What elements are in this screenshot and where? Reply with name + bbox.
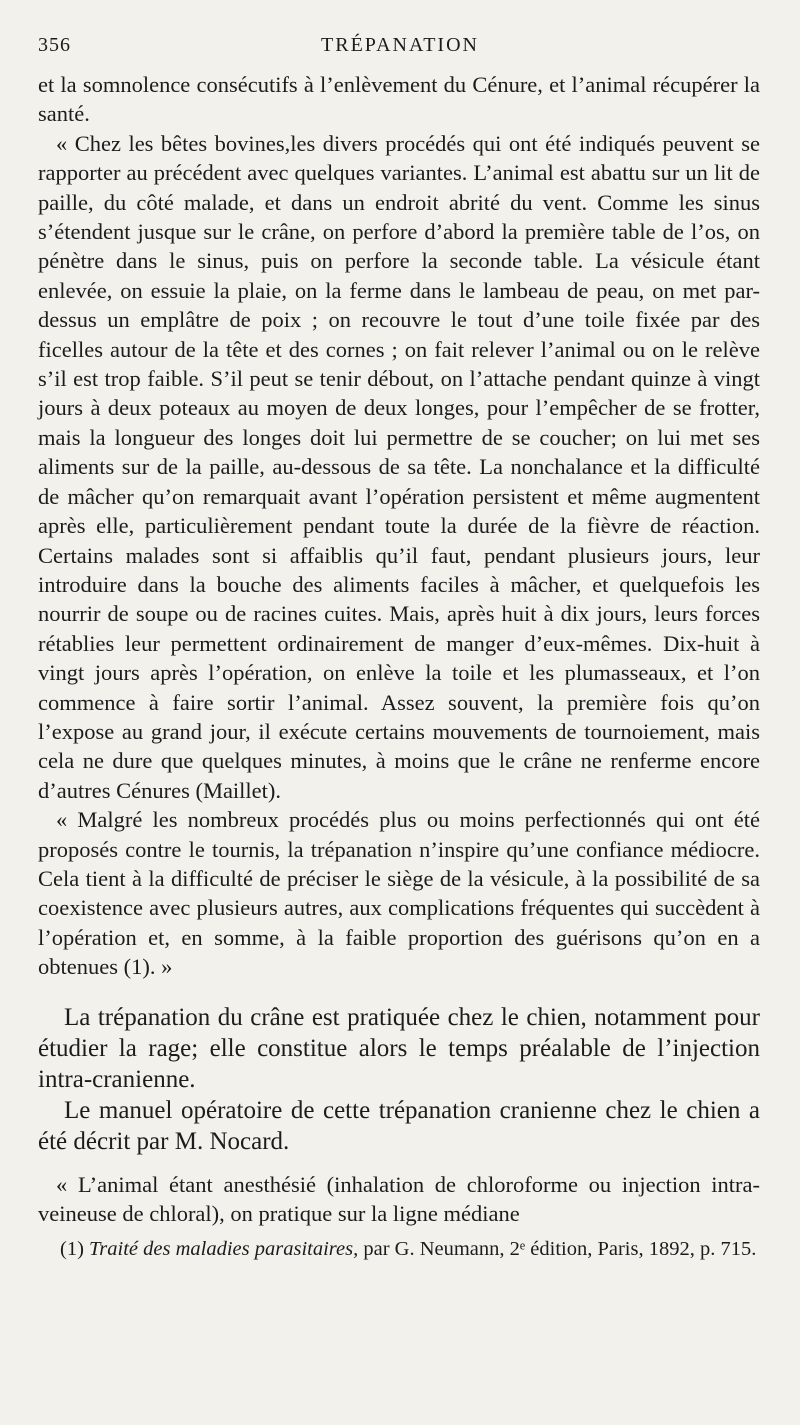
footnote-citation: par G. Neumann, 2ᵉ édition, Paris, 1892, p. 715. <box>358 1238 757 1261</box>
paragraph-anesthesia: « L’animal étant anesthésié (inhalation de chloroforme ou injection intra-veineuse de chloral), on pratique sur la ligne médiane <box>38 1171 760 1227</box>
footnote-marker: (1) <box>60 1238 84 1261</box>
paragraph-bovines: « Chez les bêtes bovines,les divers procédés qui ont été indiqués peuvent se rapporter au précédent avec quelques variantes. L’animal est abattu sur un lit de paille, du côté malade, et dans un endroit abrité du vent. Comme les sinus s’étendent jusque sur le crâne, on perfore d’abord la première table de l’os, on pénètre dans le sinus, puis on perfore la seconde table. La vésicule étant enlevée, on essuie la plaie, on la ferme dans le lambeau de peau, on met par-dessus un emplâtre de poix ; on recouvre le tout d’une toile fixée par des ficelles autour de la tête et des cornes ; on fait relever l’animal ou on le relève s’il est trop faible. S’il peut se tenir débout, on l’attache pendant quinze à vingt jours à deux poteaux au moyen de deux longes, pour l’empêcher de se frotter, mais la longueur des longes doit lui permettre de se coucher; on lui met ses aliments sur de la paille, au-dessous de sa tête. La nonchalance et la difficulté de mâcher qu’on remarquait avant l’opération persistent et même augmentent après elle, particulièrement pendant toute la durée de la fièvre de réaction. Certains malades sont si affaiblis qu’il faut, pendant plusieurs jours, leur introduire dans la bouche des aliments faciles à mâcher, et quelquefois les nourrir de soupe ou de racines cuites. Mais, après huit à dix jours, leurs forces rétablies leur permettent ordinairement de manger d’eux-mêmes. Dix-huit à vingt jours après l’opération, on enlève la toile et les plumasseaux, et l’on commence à faire sortir l’animal. Assez souvent, la première fois qu’on l’expose au grand jour, il exécute certains mouvements de tournoiement, mais cela ne dure que quelques minutes, à moins que le crâne ne renferme encore d’autres Cénures (Maillet). <box>38 130 760 803</box>
paragraph-trepanation-confidence: « Malgré les nombreux procédés plus ou moins perfectionnés qui ont été proposés contre le tournis, la trépanation n’inspire qu’une confiance médiocre. Cela tient à la difficulté de préciser le siège de la vésicule, à la possibilité de sa coexistence avec plusieurs autres, aux complications fréquentes qui succèdent à l’opération et, en somme, à la faible proportion des guérisons qu’on en a obtenues (1). » <box>38 807 760 980</box>
page-header <box>38 34 762 62</box>
footnote <box>38 1236 760 1262</box>
page-number: 356 <box>38 34 71 56</box>
page-body <box>38 70 760 1262</box>
paragraph-continuation: et la somnolence consécutifs à l’enlèvement du Cénure, et l’animal récupérer la santé. <box>38 72 760 127</box>
paragraph-nocard: Le manuel opératoire de cette trépanation cranienne chez le chien a été décrit par M. Nocard. <box>38 1097 760 1156</box>
footnote-title: Traité des maladies parasitaires, <box>89 1238 359 1261</box>
paragraph-dog-trepanation: La trépanation du crâne est pratiquée chez le chien, notamment pour étudier la rage; elle constitue alors le temps préalable de l’injection intra-cranienne. <box>38 1003 760 1093</box>
running-title: TRÉPANATION <box>321 34 479 56</box>
